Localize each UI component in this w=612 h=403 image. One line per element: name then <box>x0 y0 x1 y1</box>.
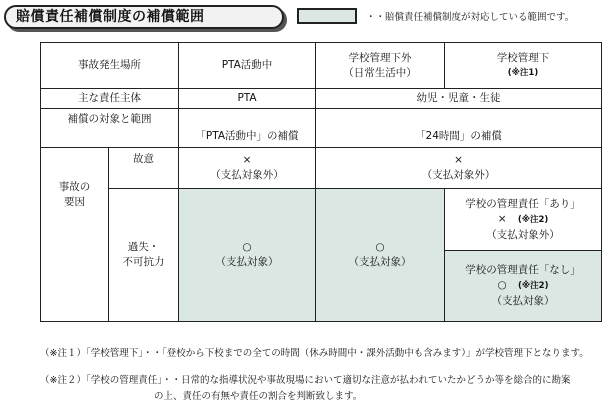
negligence-pta: ○ （支払対象） <box>179 189 316 322</box>
responsible-label: 主な責任主体 <box>41 89 179 109</box>
scope-school: 「24時間」の補償 <box>316 109 602 148</box>
intent-school: × （支払対象外） <box>316 148 602 189</box>
header-inside: 学校管理下 (※注1) <box>445 43 602 89</box>
responsible-pta: PTA <box>179 89 316 109</box>
circle-mark: ○ <box>242 241 252 253</box>
circle-mark: ○ <box>497 279 507 291</box>
circle-mark: ○ <box>375 241 385 253</box>
note-2: （※注２）「学校の管理責任」・・日常的な指導状況や事故現場において適切な注意が払われていたかどうか等を総合的に勘案 <box>40 375 571 386</box>
note1-ref: (※注1) <box>507 67 539 78</box>
header-pta: PTA活動中 <box>179 43 316 89</box>
note2-ref: (※注2) <box>517 214 549 225</box>
note2-ref: (※注2) <box>518 281 549 291</box>
legend-text: ・・賠償責任補償制度が対応している範囲です。 <box>366 12 575 23</box>
note-1: （※注１）「学校管理下」・・「登校から下校までの全ての時間（休み時間中・課外活動中も含みます）」が学校管理下となります。 <box>40 348 589 359</box>
cause-label: 事故の 要因 <box>41 148 109 322</box>
row-scope <box>41 109 602 148</box>
legend-swatch <box>297 8 357 24</box>
row-intent <box>41 148 602 189</box>
scope-label: 補償の対象と範囲 <box>41 109 179 148</box>
inside-responsibility-no: 学校の管理責任「なし」 ○ (※注2) （支払対象） <box>445 251 602 322</box>
negligence-label: 過失・ 不可抗力 <box>109 189 179 322</box>
responsible-school: 幼児・児童・生徒 <box>316 89 602 109</box>
row-responsible <box>41 89 602 109</box>
inside-responsibility-yes: 学校の管理責任「あり」 × (※注2) （支払対象外） <box>445 189 602 251</box>
coverage-table <box>40 42 602 322</box>
page-title: 賠償責任補償制度の補償範囲 <box>4 5 284 29</box>
scope-pta: 「PTA活動中」の補償 <box>179 109 316 148</box>
negligence-outside: ○ （支払対象） <box>316 189 445 322</box>
table-header-row <box>41 43 602 89</box>
cross-mark: × <box>497 212 507 225</box>
header-outside: 学校管理下外 （日常生活中） <box>316 43 445 89</box>
note-2-continued: の上、責任の有無や責任の割合を判断致します。 <box>154 391 363 402</box>
intent-label: 故意 <box>109 148 179 189</box>
row-negligence <box>41 189 602 251</box>
cross-mark: × <box>454 154 463 166</box>
cross-mark: × <box>242 154 252 166</box>
header-place: 事故発生場所 <box>41 43 179 89</box>
intent-pta: × （支払対象外） <box>179 148 316 189</box>
